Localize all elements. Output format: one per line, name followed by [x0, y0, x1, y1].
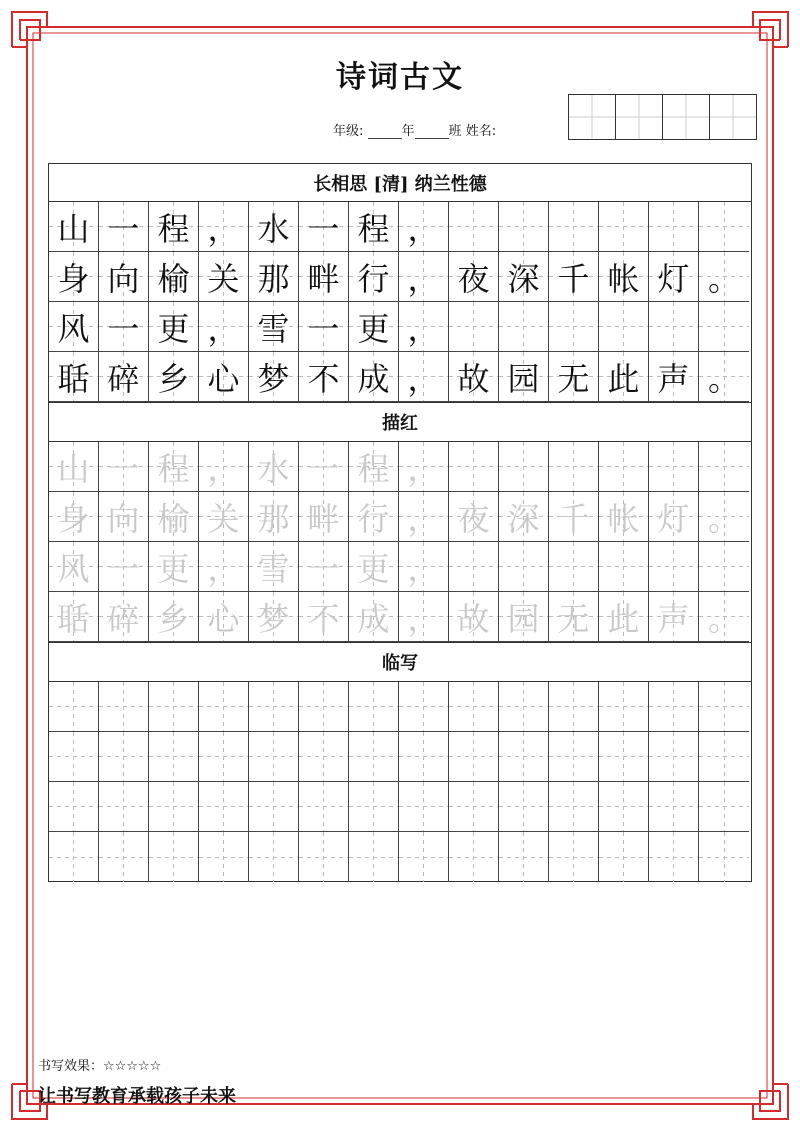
poem-char-cell: [449, 202, 499, 252]
practice-cell[interactable]: [249, 782, 299, 832]
trace-char-cell[interactable]: [699, 542, 749, 592]
trace-char-cell[interactable]: 一: [99, 542, 149, 592]
poem-char-cell: 帐: [599, 252, 649, 302]
practice-cell[interactable]: [449, 832, 499, 882]
poem-char-cell: [649, 202, 699, 252]
trace-char-cell[interactable]: 深: [499, 492, 549, 542]
poem-char-cell: 一: [99, 202, 149, 252]
trace-char-cell[interactable]: 声: [649, 592, 699, 642]
practice-heading: 临写: [49, 642, 751, 682]
poem-char-cell: 雪: [249, 302, 299, 352]
practice-cell[interactable]: [149, 682, 199, 732]
slogan: 让书写教育承载孩子未来: [38, 1086, 236, 1107]
poem-char-cell: 千: [549, 252, 599, 302]
poem-char-cell: 更: [349, 302, 399, 352]
trace-char-cell[interactable]: 向: [99, 492, 149, 542]
poem-char-cell: 梦: [249, 352, 299, 402]
practice-cell[interactable]: [499, 782, 549, 832]
trace-char-cell[interactable]: 那: [249, 492, 299, 542]
practice-cell[interactable]: [349, 732, 399, 782]
practice-cell[interactable]: [349, 832, 399, 882]
trace-char-cell[interactable]: 身: [49, 492, 99, 542]
trace-char-cell[interactable]: 更: [149, 542, 199, 592]
poem-char-cell: 无: [549, 352, 599, 402]
practice-cell[interactable]: [449, 682, 499, 732]
year-suffix: 年: [401, 124, 415, 139]
practice-cell[interactable]: [499, 732, 549, 782]
poem-char-cell: [499, 202, 549, 252]
poem-char-cell: 关: [199, 252, 249, 302]
trace-char-cell[interactable]: 畔: [299, 492, 349, 542]
practice-cell[interactable]: [699, 682, 749, 732]
trace-char-cell[interactable]: 成: [349, 592, 399, 642]
practice-cell[interactable]: [99, 682, 149, 732]
trace-char-cell[interactable]: ，: [199, 442, 249, 492]
poem-char-cell: 。: [699, 352, 749, 402]
practice-cell[interactable]: [149, 782, 199, 832]
trace-char-cell[interactable]: 水: [249, 442, 299, 492]
poem-char-cell: [599, 202, 649, 252]
practice-cell[interactable]: [149, 732, 199, 782]
trace-char-cell[interactable]: 程: [349, 442, 399, 492]
trace-char-cell[interactable]: 夜: [449, 492, 499, 542]
poem-char-cell: ，: [399, 252, 449, 302]
practice-cell[interactable]: [649, 782, 699, 832]
poem-char-cell: ，: [199, 202, 249, 252]
poem-char-cell: 程: [149, 202, 199, 252]
trace-char-cell[interactable]: 雪: [249, 542, 299, 592]
poem-char-cell: 不: [299, 352, 349, 402]
name-box[interactable]: [710, 94, 757, 140]
practice-cell[interactable]: [99, 832, 149, 882]
poem-char-cell: 乡: [149, 352, 199, 402]
poem-char-cell: 心: [199, 352, 249, 402]
poem-char-cell: ，: [399, 302, 449, 352]
trace-char-cell[interactable]: [449, 442, 499, 492]
name-box[interactable]: [569, 94, 616, 140]
practice-cell[interactable]: [649, 732, 699, 782]
poem-char-cell: ，: [199, 302, 249, 352]
trace-char-cell[interactable]: [599, 542, 649, 592]
practice-cell[interactable]: [649, 682, 699, 732]
trace-char-cell[interactable]: [449, 542, 499, 592]
practice-cell[interactable]: [99, 732, 149, 782]
poem-char-cell: 夜: [449, 252, 499, 302]
trace-char-cell[interactable]: ，: [199, 542, 249, 592]
poem-char-cell: [499, 302, 549, 352]
practice-cell[interactable]: [449, 732, 499, 782]
poem-char-cell: [699, 302, 749, 352]
practice-cell[interactable]: [349, 682, 399, 732]
poem-char-cell: 向: [99, 252, 149, 302]
practice-cell[interactable]: [449, 782, 499, 832]
name-box[interactable]: [616, 94, 663, 140]
trace-char-cell[interactable]: 帐: [599, 492, 649, 542]
trace-char-cell[interactable]: 。: [699, 492, 749, 542]
practice-cell[interactable]: [549, 682, 599, 732]
poem-char-cell: 一: [99, 302, 149, 352]
practice-cell[interactable]: [99, 782, 149, 832]
page-title: 诗词古文: [336, 60, 464, 95]
trace-grid: [49, 442, 751, 642]
trace-char-cell[interactable]: 灯: [649, 492, 699, 542]
poem-char-cell: 聒: [49, 352, 99, 402]
practice-cell[interactable]: [399, 732, 449, 782]
practice-cell[interactable]: [399, 782, 449, 832]
poem-char-cell: 程: [349, 202, 399, 252]
trace-char-cell[interactable]: 故: [449, 592, 499, 642]
poem-char-cell: [649, 302, 699, 352]
practice-cell[interactable]: [699, 832, 749, 882]
poem-char-cell: 故: [449, 352, 499, 402]
practice-cell[interactable]: [349, 782, 399, 832]
poem-char-cell: [549, 202, 599, 252]
practice-cell[interactable]: [249, 832, 299, 882]
practice-cell[interactable]: [249, 732, 299, 782]
trace-char-cell[interactable]: 此: [599, 592, 649, 642]
trace-char-cell[interactable]: ，: [399, 592, 449, 642]
poem-char-cell: 榆: [149, 252, 199, 302]
poem-char-cell: 碎: [99, 352, 149, 402]
trace-char-cell[interactable]: [499, 442, 549, 492]
grade-label: 年级:: [333, 124, 364, 139]
poem-char-cell: [549, 302, 599, 352]
trace-char-cell[interactable]: [499, 542, 549, 592]
trace-char-cell[interactable]: 碎: [99, 592, 149, 642]
trace-char-cell[interactable]: 一: [299, 542, 349, 592]
poem-char-cell: 。: [699, 252, 749, 302]
poem-char-cell: [599, 302, 649, 352]
practice-cell[interactable]: [249, 682, 299, 732]
practice-cell[interactable]: [49, 732, 99, 782]
poem-char-cell: 水: [249, 202, 299, 252]
poem-grid: [49, 202, 751, 402]
practice-cell[interactable]: [149, 832, 199, 882]
trace-char-cell[interactable]: [549, 542, 599, 592]
poem-char-cell: 山: [49, 202, 99, 252]
trace-char-cell[interactable]: 山: [49, 442, 99, 492]
trace-char-cell[interactable]: 千: [549, 492, 599, 542]
practice-cell[interactable]: [699, 782, 749, 832]
poem-char-cell: 成: [349, 352, 399, 402]
practice-cell[interactable]: [649, 832, 699, 882]
poem-char-cell: 声: [649, 352, 699, 402]
trace-char-cell[interactable]: 。: [699, 592, 749, 642]
poem-char-cell: 行: [349, 252, 399, 302]
trace-char-cell[interactable]: 梦: [249, 592, 299, 642]
trace-char-cell[interactable]: [599, 442, 649, 492]
practice-cell[interactable]: [49, 832, 99, 882]
name-label: 姓名:: [465, 124, 497, 139]
name-boxes[interactable]: [568, 94, 757, 140]
trace-char-cell[interactable]: 心: [199, 592, 249, 642]
practice-cell[interactable]: [199, 732, 249, 782]
class-blank[interactable]: [415, 126, 449, 139]
poem-char-cell: 一: [299, 202, 349, 252]
trace-char-cell[interactable]: 程: [149, 442, 199, 492]
trace-char-cell[interactable]: 乡: [149, 592, 199, 642]
poem-char-cell: ，: [399, 202, 449, 252]
trace-char-cell[interactable]: 关: [199, 492, 249, 542]
trace-char-cell[interactable]: 一: [99, 442, 149, 492]
practice-cell[interactable]: [549, 732, 599, 782]
poem-char-cell: 那: [249, 252, 299, 302]
trace-char-cell[interactable]: [699, 442, 749, 492]
practice-cell[interactable]: [49, 682, 99, 732]
trace-char-cell[interactable]: [549, 442, 599, 492]
trace-char-cell[interactable]: 行: [349, 492, 399, 542]
practice-cell[interactable]: [299, 682, 349, 732]
practice-cell[interactable]: [199, 782, 249, 832]
poem-char-cell: 园: [499, 352, 549, 402]
poem-char-cell: 一: [299, 302, 349, 352]
practice-cell[interactable]: [299, 732, 349, 782]
trace-char-cell[interactable]: ，: [399, 442, 449, 492]
poem-char-cell: 畔: [299, 252, 349, 302]
trace-heading: 描红: [49, 402, 751, 442]
practice-cell[interactable]: [549, 782, 599, 832]
poem-char-cell: 风: [49, 302, 99, 352]
practice-cell[interactable]: [49, 782, 99, 832]
class-suffix: 班: [448, 124, 462, 139]
poem-char-cell: 深: [499, 252, 549, 302]
practice-cell[interactable]: [549, 832, 599, 882]
trace-char-cell[interactable]: ，: [399, 492, 449, 542]
poem-char-cell: ，: [399, 352, 449, 402]
trace-char-cell[interactable]: [649, 542, 699, 592]
practice-grid[interactable]: [49, 682, 751, 882]
practice-cell[interactable]: [299, 782, 349, 832]
practice-cell[interactable]: [599, 682, 649, 732]
trace-char-cell[interactable]: 更: [349, 542, 399, 592]
practice-cell[interactable]: [299, 832, 349, 882]
poem-char-cell: 更: [149, 302, 199, 352]
practice-cell[interactable]: [399, 832, 449, 882]
poem-heading: 长相思 [清] 纳兰性德: [49, 164, 751, 202]
trace-char-cell[interactable]: [649, 442, 699, 492]
trace-char-cell[interactable]: 无: [549, 592, 599, 642]
practice-cell[interactable]: [499, 682, 549, 732]
practice-sheet: [48, 163, 752, 882]
practice-cell[interactable]: [199, 832, 249, 882]
trace-char-cell[interactable]: 风: [49, 542, 99, 592]
practice-cell[interactable]: [499, 832, 549, 882]
grade-blank[interactable]: [368, 126, 402, 139]
poem-char-cell: 身: [49, 252, 99, 302]
rating-label: 书写效果：☆☆☆☆☆: [38, 1059, 162, 1074]
practice-cell[interactable]: [199, 682, 249, 732]
practice-cell[interactable]: [399, 682, 449, 732]
name-box[interactable]: [663, 94, 710, 140]
trace-char-cell[interactable]: 园: [499, 592, 549, 642]
student-info: [333, 120, 496, 139]
trace-char-cell[interactable]: 不: [299, 592, 349, 642]
practice-cell[interactable]: [699, 732, 749, 782]
practice-cell[interactable]: [599, 832, 649, 882]
trace-char-cell[interactable]: 聒: [49, 592, 99, 642]
poem-char-cell: [699, 202, 749, 252]
trace-char-cell[interactable]: ，: [399, 542, 449, 592]
trace-char-cell[interactable]: 一: [299, 442, 349, 492]
practice-cell[interactable]: [599, 732, 649, 782]
poem-char-cell: 灯: [649, 252, 699, 302]
poem-char-cell: [449, 302, 499, 352]
trace-char-cell[interactable]: 榆: [149, 492, 199, 542]
poem-char-cell: 此: [599, 352, 649, 402]
practice-cell[interactable]: [599, 782, 649, 832]
